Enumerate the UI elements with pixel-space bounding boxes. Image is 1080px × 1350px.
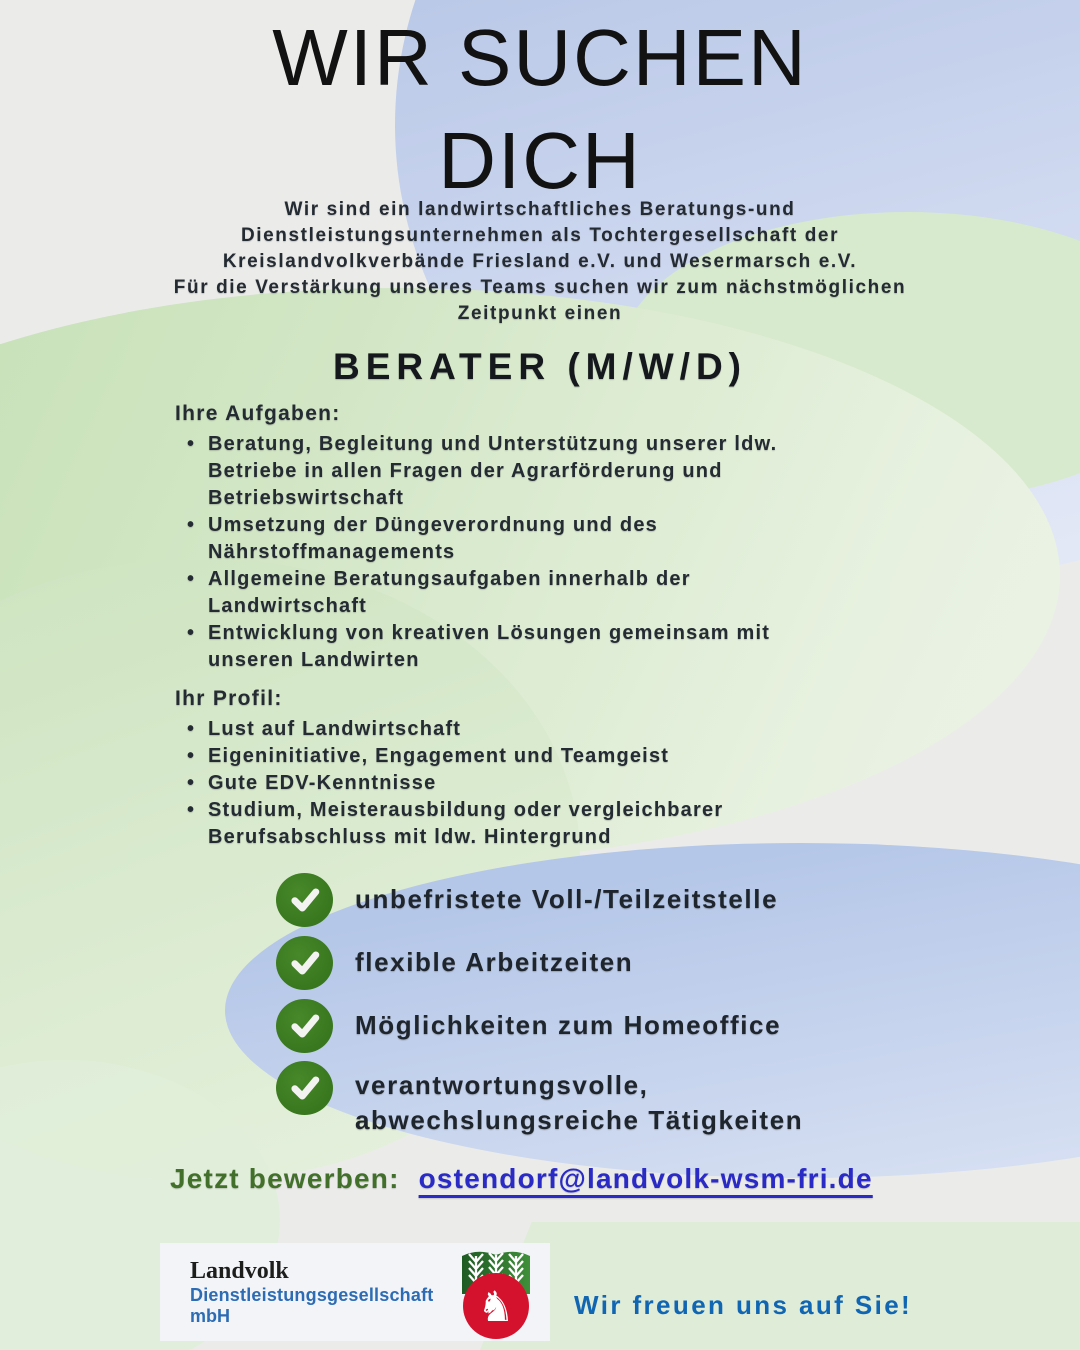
check-icon: [276, 936, 333, 990]
landvolk-logo: [160, 1243, 550, 1341]
section-profile: [175, 687, 815, 851]
poster-title-line2: DICH: [438, 116, 642, 205]
intro-line: Für die Verstärkung unseres Teams suchen wir zum nächstmöglichen: [173, 277, 907, 298]
profile-list: [175, 716, 815, 851]
profile-item: • Eigeninitiative, Engagement und Teamgeist: [175, 743, 815, 770]
intro-line: Dienstleistungsunternehmen als Tochtergesellschaft der: [240, 225, 840, 246]
benefit-label: Möglichkeiten zum Homeoffice: [355, 1010, 782, 1040]
logo-subtitle: Dienstleistungsgesellschaft: [190, 1285, 434, 1306]
horse-icon: ♞: [477, 1282, 515, 1331]
apply-label: Jetzt bewerben:: [170, 1163, 400, 1194]
logo-mbh: mbH: [190, 1305, 230, 1326]
task-item: • Entwicklung von kreativen Lösungen gemeinsam mit unseren Landwirten: [175, 620, 815, 674]
intro-line: Wir sind ein landwirtschaftliches Beratungs-und: [284, 199, 796, 220]
check-icon: [276, 999, 333, 1053]
profile-item: • Gute EDV-Kenntnisse: [175, 770, 815, 797]
benefit-label: unbefristete Voll-/Teilzeitstelle: [355, 884, 779, 914]
profile-heading: Ihr Profil:: [175, 687, 283, 710]
benefit-row: [276, 1061, 803, 1138]
benefit-label: flexible Arbeitzeiten: [355, 947, 634, 977]
benefit-row: [276, 935, 803, 990]
benefit-row: [276, 998, 803, 1053]
profile-item: • Studium, Meisterausbildung oder vergleichbarer Berufsabschluss mit ldw. Hintergrund: [175, 797, 815, 851]
apply-line: [170, 1163, 873, 1195]
task-item: • Beratung, Begleitung und Unterstützung unserer ldw. Betriebe in allen Fragen der Agrarförderung und Betriebswirtschaft: [175, 431, 815, 512]
tasks-list: [175, 431, 815, 674]
landvolk-crest-icon: [456, 1247, 536, 1341]
closing-text: Wir freuen uns auf Sie!: [574, 1290, 913, 1320]
logo-name: Landvolk: [190, 1257, 289, 1284]
task-item: • Umsetzung der Düngeverordnung und des Nährstoffmanagements: [175, 512, 815, 566]
benefits-list: [276, 872, 803, 1146]
apply-email-link[interactable]: ostendorf@landvolk-wsm-fri.de: [418, 1163, 873, 1194]
intro-paragraph: [0, 197, 1080, 327]
benefit-row: [276, 872, 803, 927]
job-title: BERATER (M/W/D): [332, 346, 748, 387]
poster-title-line1: WIR SUCHEN: [272, 13, 808, 102]
section-tasks: [175, 402, 815, 674]
footer: [160, 1243, 912, 1341]
poster-title: [0, 6, 1080, 212]
intro-line: Kreislandvolkverbände Friesland e.V. und Wesermarsch e.V.: [222, 251, 858, 272]
benefit-label: verantwortungsvolle, abwechslungsreiche Tätigkeiten: [355, 1070, 804, 1135]
profile-item: • Lust auf Landwirtschaft: [175, 716, 815, 743]
check-icon: [276, 1061, 333, 1115]
tasks-heading: Ihre Aufgaben:: [175, 402, 341, 425]
intro-line: Zeitpunkt einen: [457, 303, 623, 324]
check-icon: [276, 873, 333, 927]
landvolk-logo-text: [190, 1258, 433, 1327]
task-item: • Allgemeine Beratungsaufgaben innerhalb der Landwirtschaft: [175, 566, 815, 620]
